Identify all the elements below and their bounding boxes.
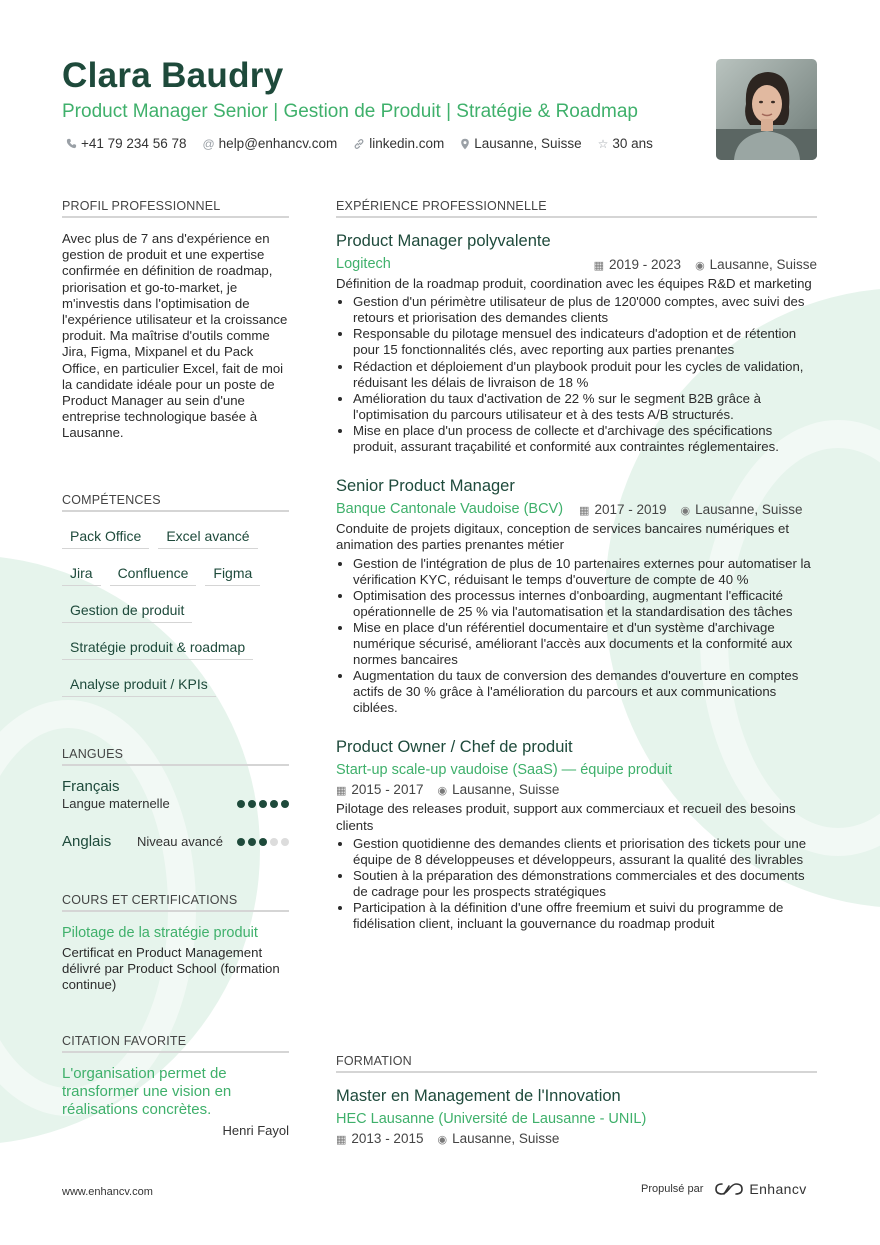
brand-name: Enhancv xyxy=(749,1181,807,1197)
language-name: Anglais xyxy=(62,833,112,850)
skills-list xyxy=(62,524,289,697)
contact-location: Lausanne, Suisse xyxy=(460,136,581,151)
bullet-item: • Participation à la définition d'une offre freemium et suivi du programme de fidélisation client, incluant la gouvernance du roadmap produit xyxy=(353,900,817,932)
quote-section xyxy=(62,1034,289,1138)
bullet-item: • Soutien à la préparation des démonstrations commerciales et des documents de cadrage pour les prospects stratégiques xyxy=(353,868,817,900)
education-entry xyxy=(336,1087,817,1146)
job-entry xyxy=(336,477,817,716)
candidate-title: Product Manager Senior | Gestion de Produit | Stratégie & Roadmap xyxy=(62,101,638,122)
section-heading: FORMATION xyxy=(336,1054,817,1073)
bullet-item: • Gestion quotidienne des demandes clients et priorisation des tickets pour une équipe de 8 développeuses et développeurs, assurant la qualité des livrables xyxy=(353,836,817,868)
skill-tag: Confluence xyxy=(110,561,197,586)
bullet-item: • Rédaction et déploiement d'un playbook produit pour les cycles de validation, réduisant les délais de livraison de 18 % xyxy=(353,359,817,391)
job-location: Lausanne, Suisse xyxy=(452,782,560,798)
job-entry xyxy=(336,232,817,455)
calendar-icon: ▦ xyxy=(336,785,347,798)
job-description: Conduite de projets digitaux, conception de services bancaires numériques et animation des parties prenantes métier xyxy=(336,521,790,553)
footer-branding xyxy=(641,1181,807,1197)
job-location: Lausanne, Suisse xyxy=(709,256,817,272)
bullet-item: • Mise en place d'un process de collecte et d'archivage des spécifications produit, assurant traçabilité et conformité aux contraintes réglementaires. xyxy=(353,423,817,455)
job-description: Définition de la roadmap produit, coordination avec les équipes R&D et marketing xyxy=(336,276,812,291)
bullet-item: • Gestion de l'intégration de plus de 10 partenaires externes pour automatiser la vérification KYC, réduisant le temps d'ouverture de compte de 40 % xyxy=(353,556,817,588)
job-bullets xyxy=(336,556,817,717)
bullet-item: • Gestion d'un périmètre utilisateur de plus de 120'000 comptes, avec suivi des retours et priorisation des demandes clients xyxy=(353,294,817,326)
job-bullets xyxy=(336,294,817,455)
star-icon: ☆ xyxy=(597,136,609,151)
skill-tag: Stratégie produit & roadmap xyxy=(62,635,253,660)
degree-title: Master en Management de l'Innovation xyxy=(336,1087,621,1105)
education-section xyxy=(336,1054,817,1146)
profile-summary: Avec plus de 7 ans d'expérience en gestion de produit et une expertise confirmée en définition de roadmap, priorisation et go-to-market, je m'investis dans l'optimisation de l'expérience utilisateur et la croissance produit. Ma maîtrise d'outils comme Jira, Figma, Mixpanel et du Pack Office, en particulier Excel, fait de moi la candidate idéale pour un poste de Product Manager au sein d'une entreprise technologique basée à Lausanne. xyxy=(62,231,288,441)
job-entry xyxy=(336,738,817,932)
location-icon xyxy=(460,138,470,150)
profile-photo xyxy=(716,59,817,160)
calendar-icon: ▦ xyxy=(336,1134,347,1146)
job-title: Product Owner / Chef de produit xyxy=(336,738,573,757)
company-name: Banque Cantonale Vaudoise (BCV) xyxy=(336,501,564,518)
language-rating xyxy=(237,800,289,808)
language-item xyxy=(62,833,289,850)
certifications-section xyxy=(62,893,289,994)
skill-tag: Excel avancé xyxy=(158,524,257,549)
location-icon: ◉ xyxy=(695,259,705,272)
section-heading: PROFIL PROFESSIONNEL xyxy=(62,199,289,218)
certification-description: Certificat en Product Management délivré par Product School (formation continue) xyxy=(62,945,280,993)
skill-tag: Pack Office xyxy=(62,524,149,549)
location-icon: ◉ xyxy=(437,1134,448,1146)
bullet-item: • Amélioration du taux d'activation de 22 % sur le segment B2B grâce à l'optimisation du parcours utilisateur et à des tests A/B structurés. xyxy=(353,391,817,423)
candidate-name: Clara Baudry xyxy=(62,56,284,95)
bullet-item: • Mise en place d'un référentiel documentaire et d'un système d'archivage numérique sécurisé, améliorant l'accès aux documents et la conformité aux normes bancaires xyxy=(353,620,817,668)
school-name: HEC Lausanne (Université de Lausanne - UNIL) xyxy=(336,1111,647,1127)
education-location: Lausanne, Suisse xyxy=(452,1131,560,1146)
skills-section xyxy=(62,493,289,697)
bullet-item: • Optimisation des processus internes d'onboarding, augmentant l'efficacité opérationnelle de 25 % via l'automatisation et la standardisation des tâches xyxy=(353,588,817,620)
powered-by-label: Propulsé par xyxy=(641,1183,704,1195)
quote-text: L'organisation permet de transformer une vision en réalisations concrètes. xyxy=(62,1065,232,1118)
certification-title: Pilotage de la stratégie produit xyxy=(62,925,258,941)
language-name: Français xyxy=(62,778,120,795)
enhancv-logo[interactable] xyxy=(715,1181,806,1197)
language-rating xyxy=(237,838,289,846)
language-item xyxy=(62,778,289,811)
contact-linkedin[interactable]: linkedin.com xyxy=(353,136,444,151)
section-heading: EXPÉRIENCE PROFESSIONNELLE xyxy=(336,199,817,218)
location-icon: ◉ xyxy=(680,504,691,517)
contact-bar xyxy=(66,136,653,151)
bullet-item: • Augmentation du taux de conversion des demandes d'ouverture en comptes actifs de 30 % grâce à l'amélioration du parcours et aux communications ciblées. xyxy=(353,668,817,716)
section-heading: COURS ET CERTIFICATIONS xyxy=(62,893,289,912)
contact-phone[interactable]: +41 79 234 56 78 xyxy=(66,136,186,151)
job-dates: 2015 - 2017 xyxy=(351,782,424,798)
skill-tag: Analyse produit / KPIs xyxy=(62,672,216,697)
job-bullets xyxy=(336,836,817,933)
job-title: Product Manager polyvalente xyxy=(336,232,551,250)
calendar-icon: ▦ xyxy=(593,259,604,272)
company-name: Logitech xyxy=(336,256,391,272)
enhancv-logo-icon xyxy=(715,1182,743,1196)
bullet-item: • Responsable du pilotage mensuel des indicateurs d'adoption et de rétention pour 15 fonctionnalités clés, avec reporting aux parties prenantes xyxy=(353,326,817,358)
section-heading: LANGUES xyxy=(62,747,289,766)
skill-tag: Jira xyxy=(62,561,101,586)
skill-tag: Figma xyxy=(205,561,260,586)
experience-section xyxy=(336,199,817,932)
skill-tag: Gestion de produit xyxy=(62,598,192,623)
job-dates: 2017 - 2019 xyxy=(594,501,667,517)
link-icon xyxy=(353,138,365,150)
at-icon: @ xyxy=(202,136,215,151)
quote-author: Henri Fayol xyxy=(222,1123,289,1138)
contact-email[interactable]: @ help@enhancv.com xyxy=(202,136,338,151)
contact-age: ☆ 30 ans xyxy=(597,136,653,151)
profile-section xyxy=(62,199,289,442)
language-level: Langue maternelle xyxy=(62,796,170,811)
location-icon: ◉ xyxy=(437,785,448,798)
calendar-icon: ▦ xyxy=(579,504,590,517)
section-heading: COMPÉTENCES xyxy=(62,493,289,512)
job-location: Lausanne, Suisse xyxy=(695,501,803,517)
phone-icon xyxy=(66,138,77,149)
languages-section xyxy=(62,747,289,850)
language-level: Niveau avancé xyxy=(137,834,223,849)
job-title: Senior Product Manager xyxy=(336,477,515,496)
section-heading: CITATION FAVORITE xyxy=(62,1034,289,1053)
company-name: Start-up scale-up vaudoise (SaaS) — équipe produit xyxy=(336,762,673,779)
job-dates: 2019 - 2023 xyxy=(609,256,682,272)
footer-website[interactable]: www.enhancv.com xyxy=(62,1186,153,1198)
education-dates: 2013 - 2015 xyxy=(351,1131,424,1146)
job-description: Pilotage des releases produit, support aux commerciaux et recueil des besoins clients xyxy=(336,801,796,833)
